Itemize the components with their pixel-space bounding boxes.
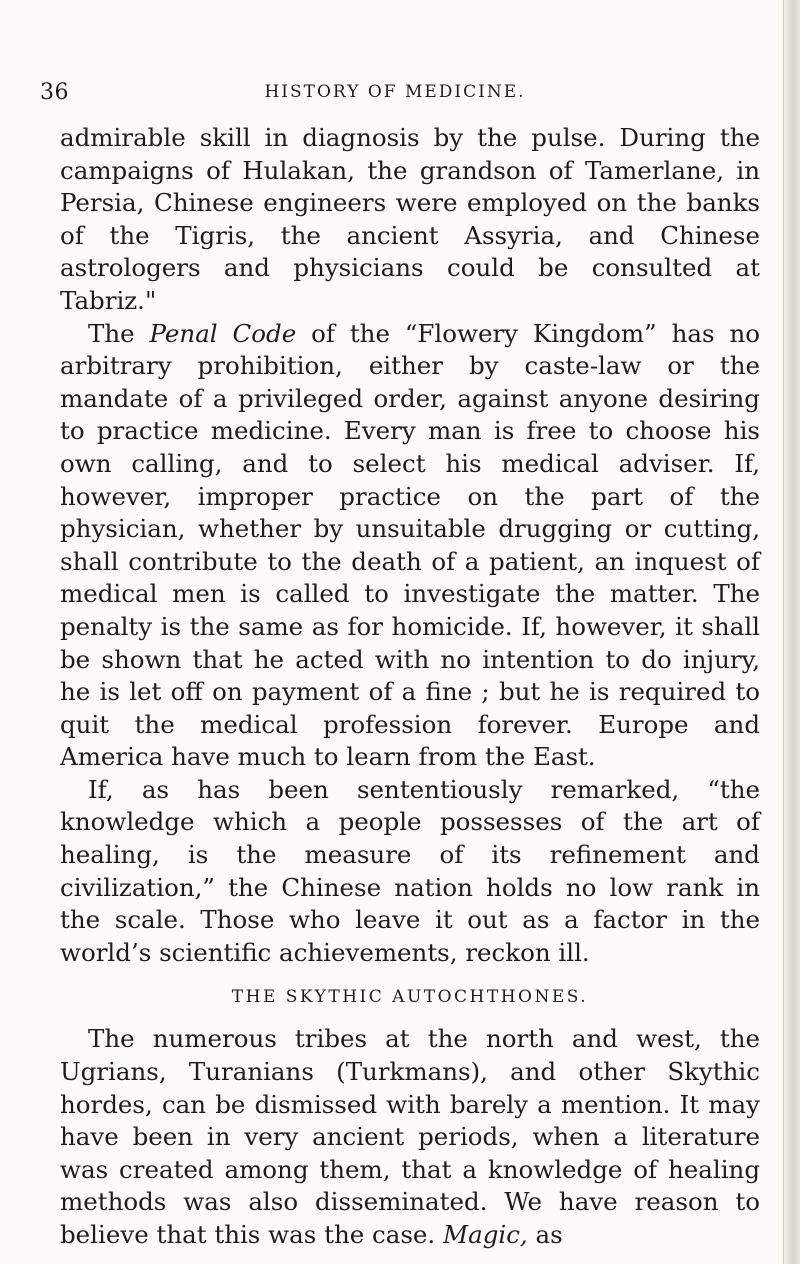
section-heading: THE SKYTHIC AUTOCHTHONES. [231, 987, 589, 1008]
paragraph-2-intro: The [88, 318, 150, 348]
paragraph-1 [60, 122, 760, 318]
paragraph-4 [60, 1023, 760, 1251]
page-number: 36 [40, 80, 69, 105]
running-title: HISTORY OF MEDICINE. [264, 82, 526, 102]
page-edge [783, 0, 800, 1264]
penal-code-title: Penal Code [149, 318, 297, 348]
paragraph-1-text: admirable skill in diagnosis by the pulse. During the campaigns of Hulakan, the grandson of Tamerlane, in Persia, Chinese engineers were employed on the banks of the Tigris, the ancient Assyria, and Chinese astrologers and physicians could be consulted at Tabriz." [60, 123, 760, 315]
body-text [60, 122, 760, 1252]
page-header [30, 68, 760, 108]
magic-italic: Magic, [443, 1220, 528, 1249]
paragraph-4-text: The numerous tribes at the north and west, the Ugrians, Turanians (Turkmans), and other Skythic hordes, can be dismissed with barely a mention. It may have been in very ancient periods, when a literature was created among them, that a knowledge of healing methods was also disseminated. We have reason to believe that this was the case. [60, 1024, 760, 1249]
paragraph-4-tail: as [527, 1220, 563, 1249]
paragraph-3-text: If, as has been sententiously remarked, “the knowledge which a people possesses of the art of healing, is the measure of its refinement and civilization,” the Chinese nation holds no low rank in the scale. Those who leave it out as a factor in the world’s scientific achievements, reckon ill. [60, 774, 760, 967]
paragraph-2-text: of the “Flowery Kingdom” has no arbitrary prohibition, either by caste-law or the mandate of a privileged order, against anyone desiring to practice medicine. Every man is free to choose his own calling, and to select his medical adviser. If, however, improper practice on the part of the physician, whether by unsuitable drugging or cutting, shall contribute to the death of a patient, an inquest of medical men is called to investigate the matter. The penalty is the same as for homicide. If, however, it shall be shown that he acted with no intention to do injury, he is let off on payment of a fine ; but he is required to quit the medical profession forever. Europe and America have much to learn from the East. [60, 318, 760, 772]
paragraph-3 [60, 774, 760, 970]
paragraph-2 [60, 318, 760, 774]
